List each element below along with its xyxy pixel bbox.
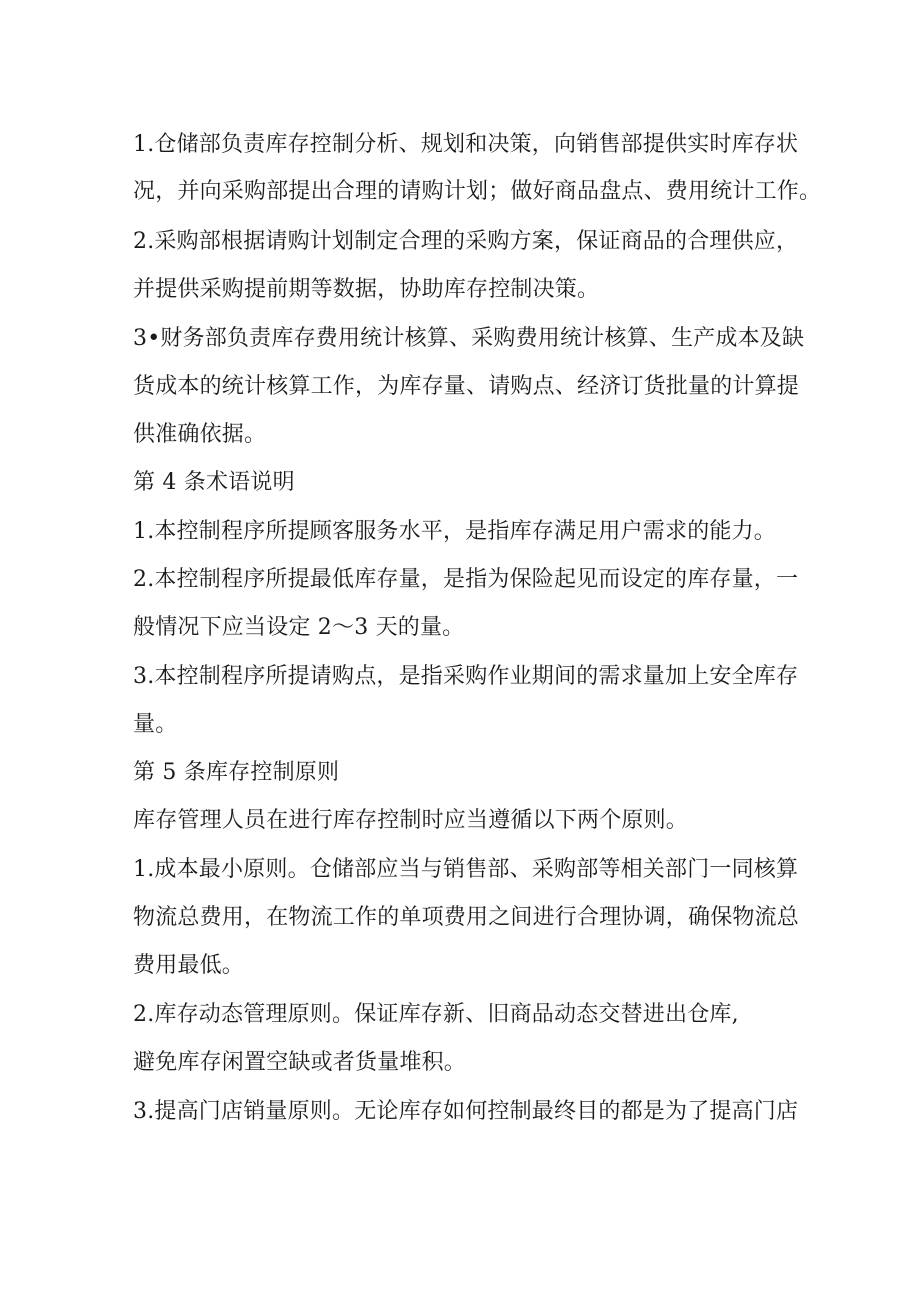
text-line: 并提供采购提前期等数据，协助库存控制决策。 (133, 277, 600, 302)
section-heading: 第 4 条术语说明 (133, 470, 295, 495)
text-line: 避免库存闲置空缺或者货量堆积。 (133, 1050, 467, 1075)
text-line: 1.仓储部负责库存控制分析、规划和决策，向销售部提供实时库存状 (133, 132, 799, 157)
text-line: 2.采购部根据请购计划制定合理的采购方案，保证商品的合理供应， (133, 229, 799, 254)
text-line: 2.本控制程序所提最低库存量，是指为保险起见而设定的库存量，一 (133, 567, 799, 592)
text-line: 1.成本最小原则。仓储部应当与销售部、采购部等相关部门一同核算 (133, 857, 799, 882)
text-line: 况，并向采购部提出合理的请购计划；做好商品盘点、费用统计工作。 (133, 179, 822, 204)
text-line: 1.本控制程序所提顾客服务水平，是指库存满足用户需求的能力。 (133, 519, 776, 544)
text-line: 供准确依据。 (133, 422, 267, 447)
text-line: 3•财务部负责库存费用统计核算、采购费用统计核算、生产成本及缺 (133, 326, 805, 351)
text-line: 3.提高门店销量原则。无论库存如何控制最终目的都是为了提高门店 (133, 1099, 799, 1124)
text-line: 物流总费用，在物流工作的单项费用之间进行合理协调，确保物流总 (133, 905, 800, 930)
section-heading: 第 5 条库存控制原则 (133, 760, 340, 785)
text-line: 2.库存动态管理原则。保证库存新、旧商品动态交替进出仓库, (133, 1002, 739, 1027)
text-line: 货成本的统计核算工作，为库存量、请购点、经济订货批量的计算提 (133, 374, 800, 399)
text-line: 3.本控制程序所提请购点，是指采购作业期间的需求量加上安全库存 (133, 664, 799, 689)
text-line: 量。 (133, 712, 178, 737)
text-line: 库存管理人员在进行库存控制时应当遵循以下两个原则。 (133, 808, 689, 833)
text-line: 般情况下应当设定 2～3 天的量。 (133, 615, 465, 640)
text-line: 费用最低。 (133, 953, 245, 978)
